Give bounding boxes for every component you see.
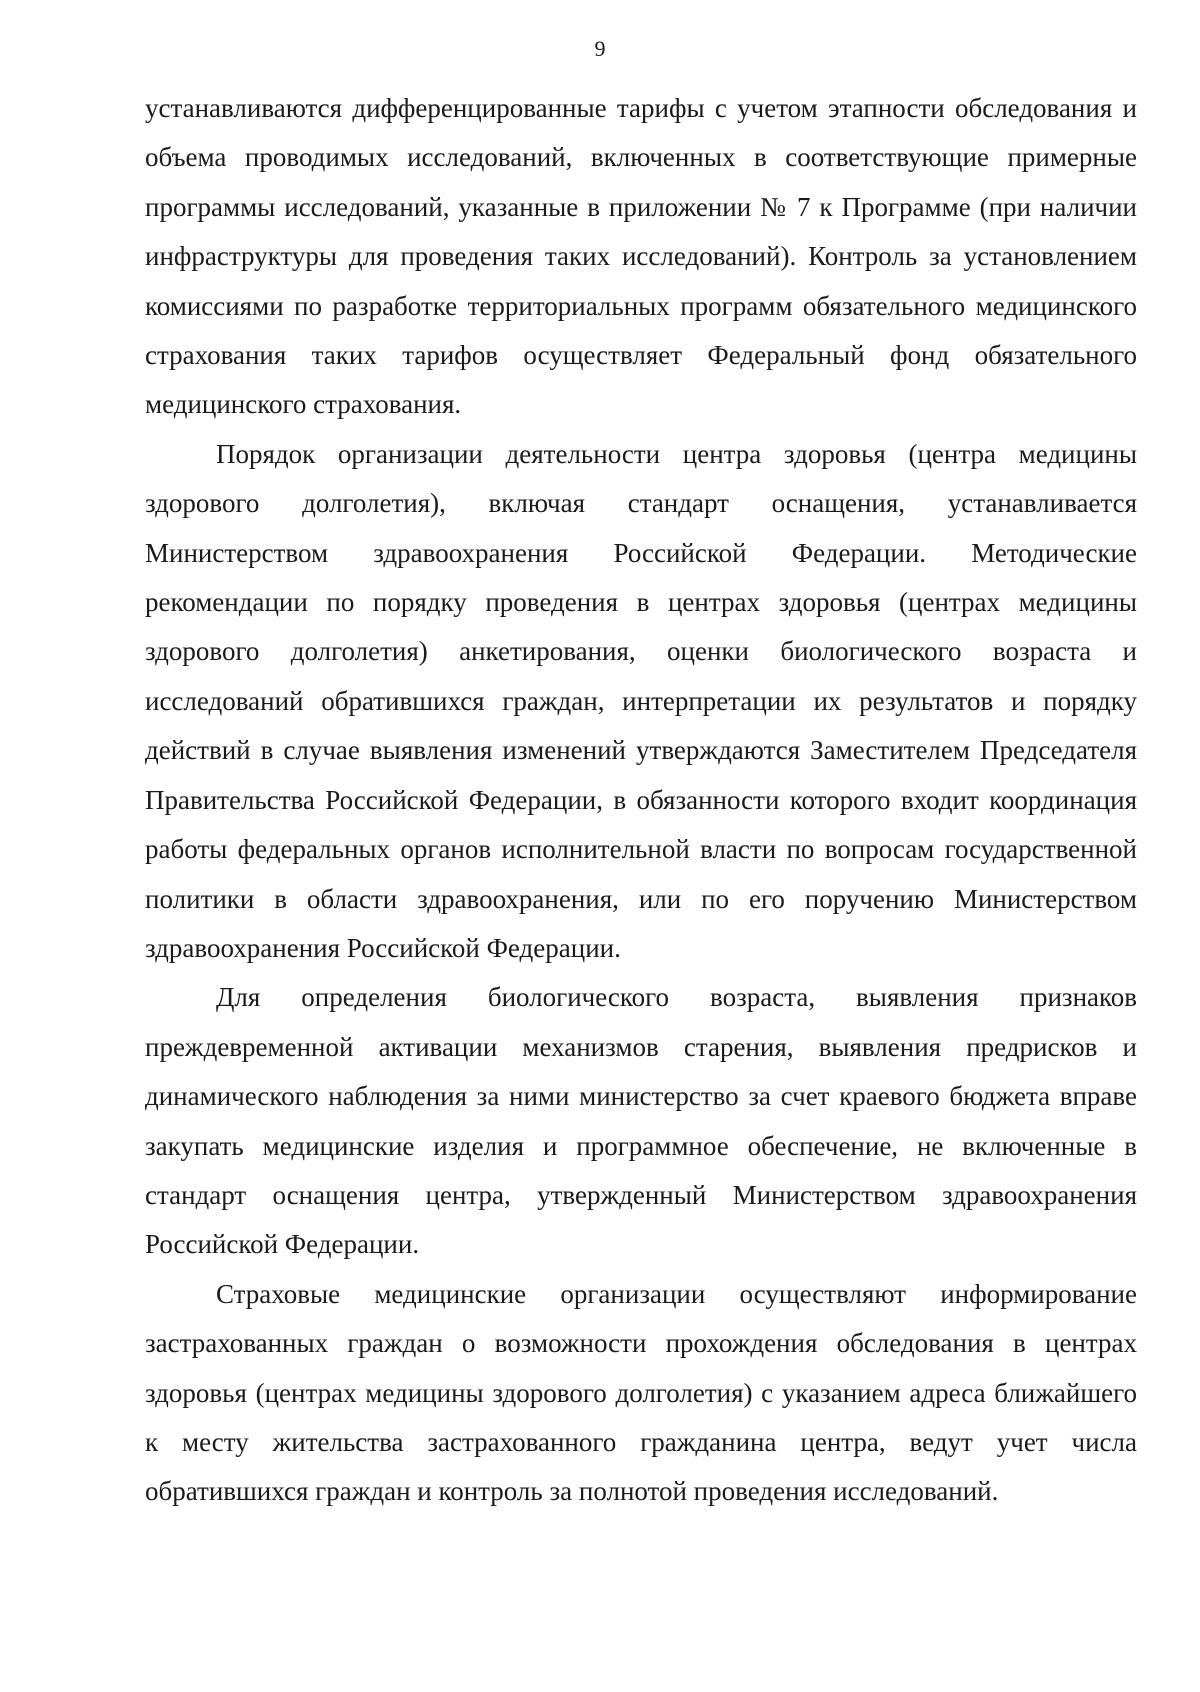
document-body: [145, 84, 1137, 1517]
paragraph-insurance-organizations: Страховые медицинские организации осуществляют информирование застрахованных граждан о возможности прохождения обследования в центрах здоровья (центрах медицины здорового долголетия) с указанием адреса ближайшего к месту жительства застрахованного гражданина центра, ведут учет числа обратившихся граждан и контроль за полнотой проведения исследований.: [145, 1278, 1137, 1507]
paragraph-biological-age: Для определения биологического возраста, выявления признаков преждевременной активации механизмов старения, выявления предрисков и динамического наблюдения за ними министерство за счет краевого бюджета вправе закупать медицинские изделия и программное обеспечение, не включенные в стандарт оснащения центра, утвержденный Министерством здравоохранения Российской Федерации.: [145, 982, 1137, 1260]
page-number: 9: [594, 36, 606, 61]
paragraph-health-center-procedure: Порядок организации деятельности центра здоровья (центра медицины здорового долголетия), включая стандарт оснащения, устанавливается Министерством здравоохранения Российской Федерации. Методические рекомендации по порядку проведения в центрах здоровья (центрах медицины здорового долголетия) анкетирования, оценки биологического возраста и исследований обратившихся граждан, интерпретации их результатов и порядку действий в случае выявления изменений утверждаются Заместителем Председателя Правительства Российской Федерации, в обязанности которого входит координация работы федеральных органов исполнительной власти по вопросам государственной политики в области здравоохранения, или по его поручению Министерством здравоохранения Российской Федерации.: [145, 438, 1137, 963]
paragraph-tariffs: устанавливаются дифференцированные тарифы с учетом этапности обследования и объема проводимых исследований, включенных в соответствующие примерные программы исследований, указанные в приложении № 7 к Программе (при наличии инфраструктуры для проведения таких исследований). Контроль за установлением комиссиями по разработке территориальных программ обязательного медицинского страхования таких тарифов осуществляет Федеральный фонд обязательного медицинского страхования.: [145, 93, 1137, 420]
